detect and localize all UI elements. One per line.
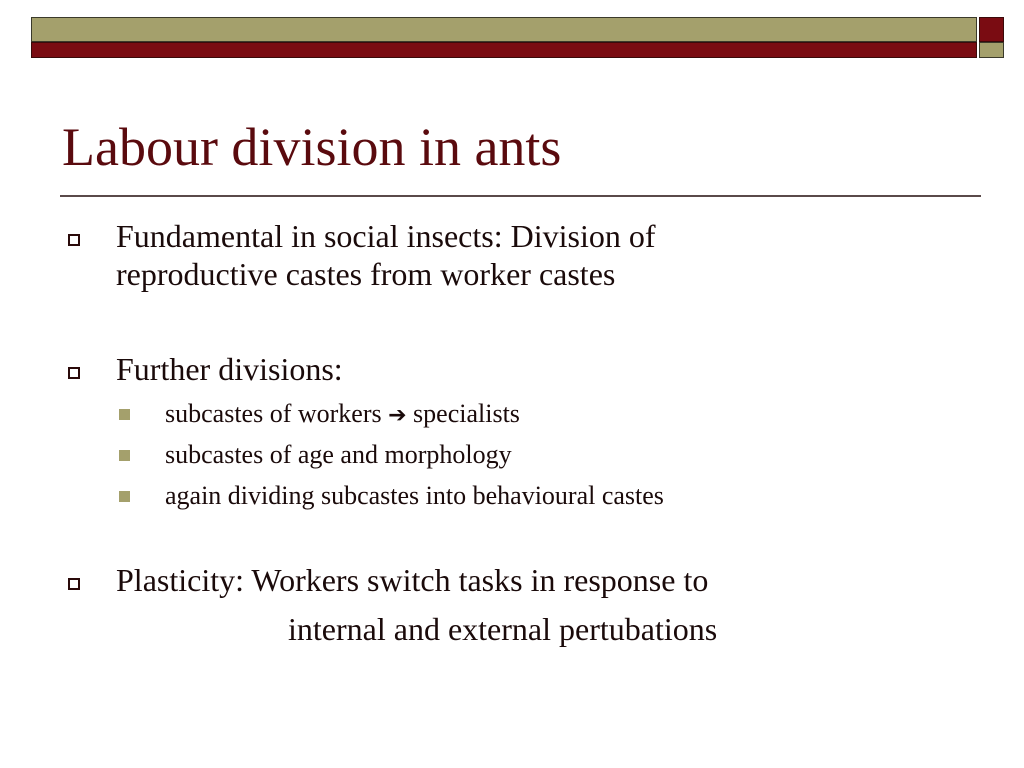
sub-item-1-text-before: subcastes of workers [165,399,382,428]
bullet-1-line-1: Fundamental in social insects: Division of [116,218,656,254]
bullet-square-icon [68,234,80,246]
header-corner-maroon [979,17,1004,42]
sub-bullet-square-icon [119,491,130,502]
header-band-olive [31,17,977,42]
sub-item-3: again dividing subcastes into behavioural castes [165,481,664,510]
bullet-square-icon [68,578,80,590]
title-divider [60,195,981,197]
slide-title: Labour division in ants [62,117,562,177]
bullet-square-icon [68,367,80,379]
sub-item-1 [165,398,520,432]
bullet-2-line-1: Further divisions: [116,351,343,387]
sub-item-2: subcastes of age and morphology [165,440,512,469]
header-corner-olive [979,42,1004,58]
bullet-3-line-1: Plasticity: Workers switch tasks in response to [116,562,709,598]
sub-bullet-square-icon [119,450,130,461]
header-band-maroon [31,42,977,58]
sub-item-1-text-after: specialists [413,399,520,428]
sub-bullet-square-icon [119,409,130,420]
bullet-1-line-2: reproductive castes from worker castes [116,256,616,292]
right-arrow-icon: ➔ [388,403,407,428]
bullet-3-line-2: internal and external pertubations [288,611,718,647]
